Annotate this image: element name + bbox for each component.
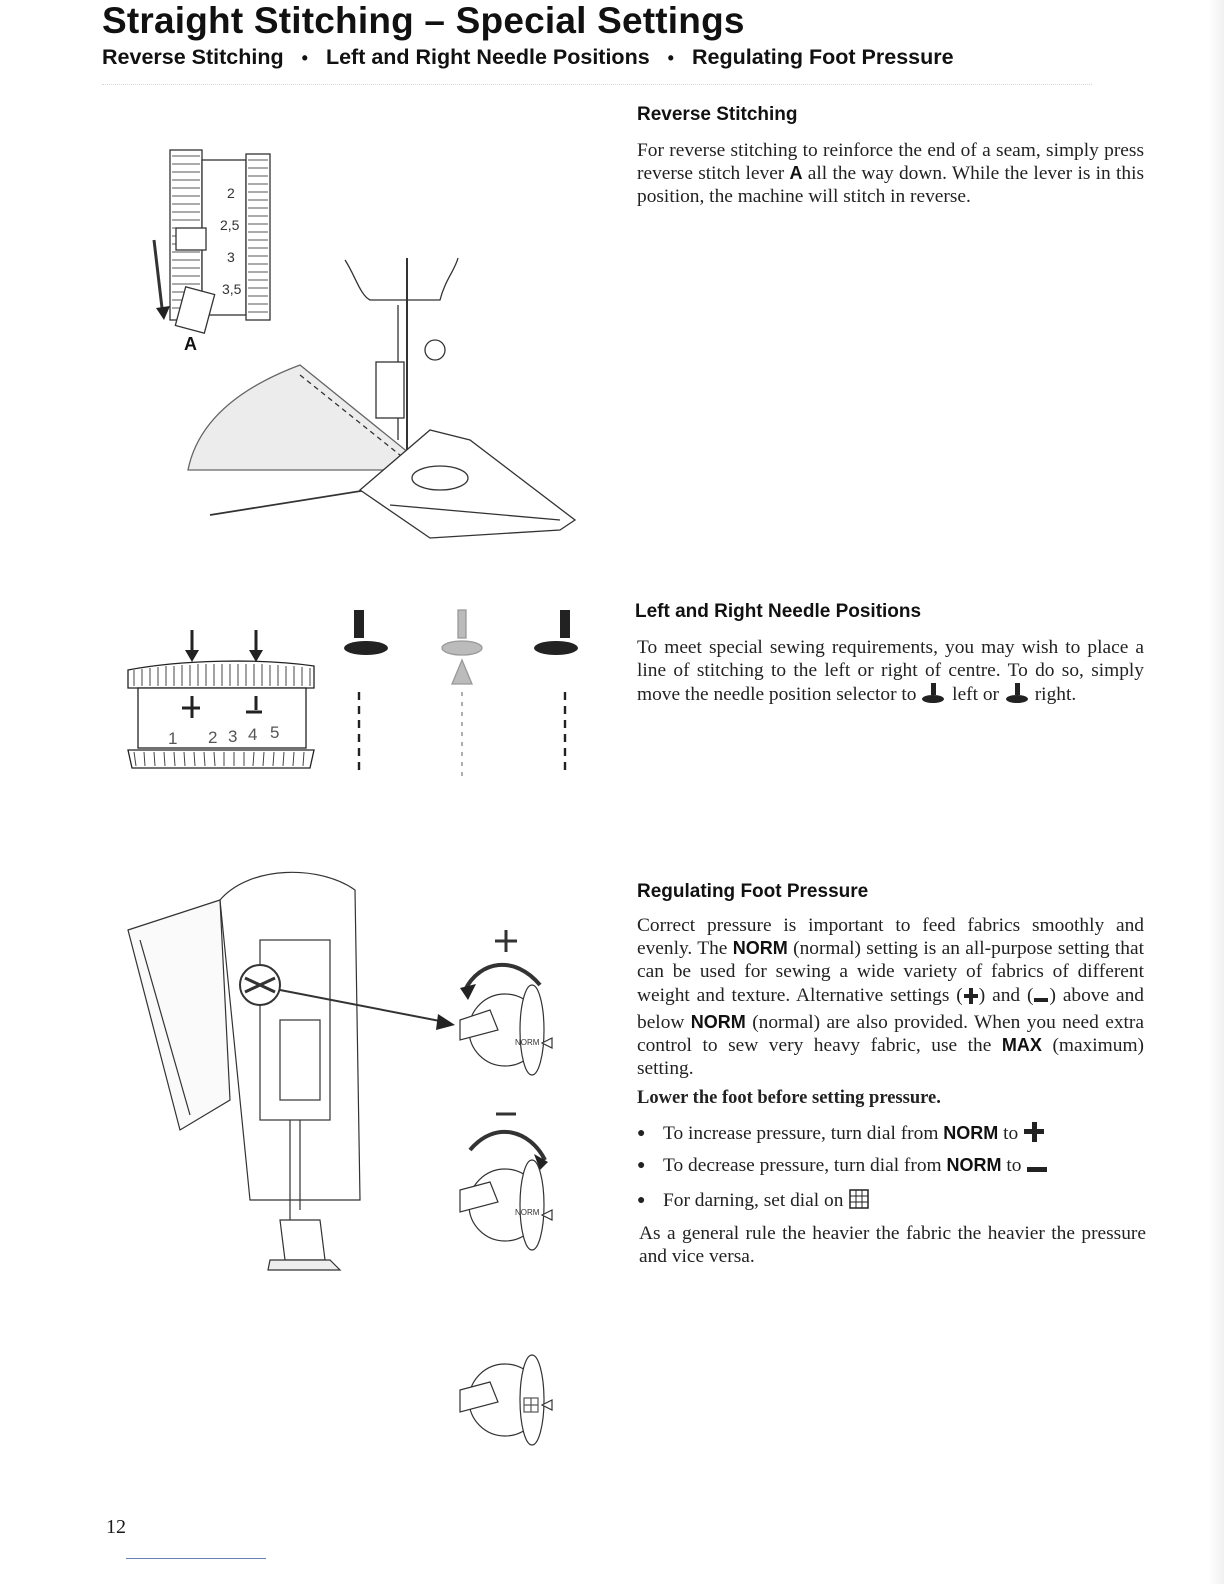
needle-right-icon [1004,682,1030,710]
header-divider [102,84,1092,85]
needle-paragraph: To meet special sewing requirements, you may wish to place a line of stitching to the left or right of centre. To do so, simply move the needle position selector to left or right. [637,636,1144,711]
reverse-stitching-illustration [140,140,590,550]
bullet-decrease: ● To decrease pressure, turn dial from NORM to [637,1155,1048,1181]
reverse-dial-number: 3 [227,249,235,265]
norm-reference: NORM [732,938,788,959]
plus-setting-icon [1023,1121,1045,1149]
closing-paragraph: As a general rule the heavier the fabric the heavier the pressure and vice versa. [639,1223,1146,1268]
minus-setting-icon [1033,988,1049,1011]
pressure-paragraph: Correct pressure is important to feed fabrics smoothly and evenly. The NORM (normal) setting is an all-purpose setting that can be used for sewing a wide variety of fabrics of different weight and texture. Alternative settings ( ) and ( ) above and below NORM (normal) are also provided. When you need extra control to sew very heavy fabric, use the MAX (maximum) setting. [637,915,1145,1080]
reverse-dial-number: 2 [227,185,235,201]
page-edge-shadow [1208,0,1224,1584]
norm-dial-label: NORM [515,1038,540,1047]
pressure-heading: Regulating Foot Pressure [637,881,869,902]
needle-heading: Left and Right Needle Positions [635,601,922,622]
needle-left-icon [921,682,947,710]
norm-reference: NORM [690,1011,746,1032]
needle-dial-number: 5 [270,723,280,742]
footer-rule [126,1558,266,1559]
needle-dial-number: 4 [248,725,258,744]
reverse-dial-number: 3,5 [222,281,242,297]
bullet-darning: ● For darning, set dial on [637,1188,870,1216]
norm-dial-label: NORM [515,1208,540,1217]
subtitle-needle: Left and Right Needle Positions [325,45,650,69]
minus-setting-icon [1026,1159,1048,1181]
lever-a-reference: A [789,163,803,184]
lower-foot-note: Lower the foot before setting pressure. [637,1088,941,1108]
subtitle-pressure: Regulating Foot Pressure [691,45,954,69]
reverse-paragraph: For reverse stitching to reinforce the end of a seam, simply press reverse stitch lever A all the way down. While the lever is in this position, the machine will stitch in reverse. [637,140,1145,208]
max-reference: MAX [1001,1035,1042,1056]
needle-dial-number: 3 [228,727,238,746]
foot-pressure-illustration [120,860,590,1460]
reverse-dial-number: 2,5 [220,217,240,233]
needle-dial-number: 1 [168,729,178,748]
darning-setting-icon [848,1188,870,1216]
subtitle-separator: • [301,48,308,68]
page-number: 12 [106,1516,126,1538]
reverse-heading: Reverse Stitching [637,104,798,125]
plus-setting-icon [963,987,979,1011]
page-subtitle [102,45,954,70]
lever-label-a: A [184,334,197,354]
subtitle-separator: • [667,48,674,68]
page-title: Straight Stitching – Special Settings [102,0,745,41]
subtitle-reverse: Reverse Stitching [102,45,284,69]
needle-position-illustration [120,600,590,790]
needle-dial-number: 2 [208,728,218,747]
bullet-increase: ● To increase pressure, turn dial from NORM to [637,1121,1045,1149]
